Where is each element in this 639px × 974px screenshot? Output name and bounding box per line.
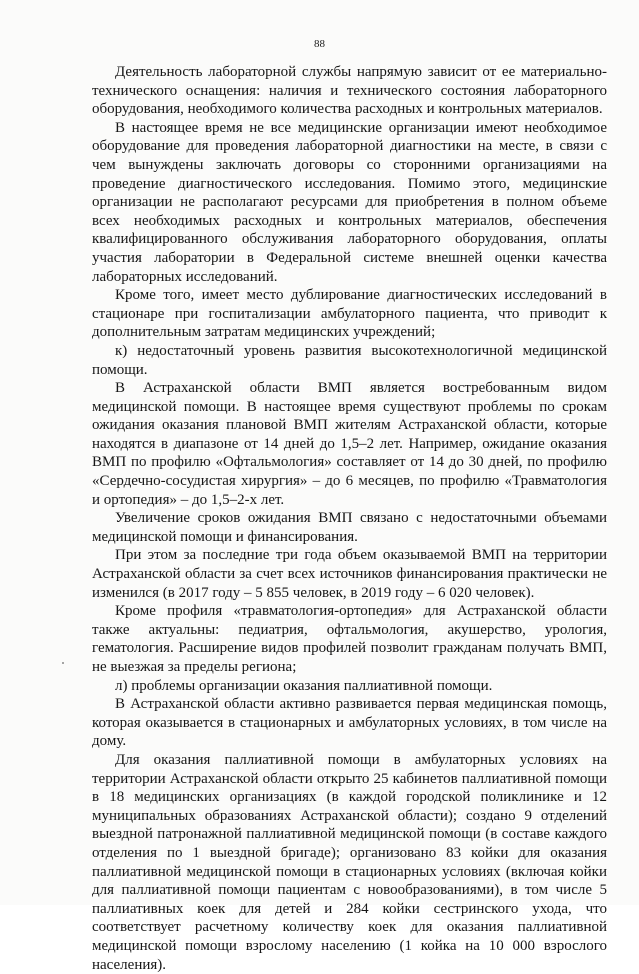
paragraph-first-aid: В Астраханской области активно развивается первая медицинская помощь, которая оказывается в стационарных и амбулаторных условиях, в том числе на дому. xyxy=(92,696,607,750)
paragraph-item-k: к) недостаточный уровень развития высокотехнологичной медицинской помощи. xyxy=(92,342,607,378)
paragraph-vmp-volume: При этом за последние три года объем оказываемой ВМП на территории Астраханской области за счет всех источников финансирования практически не изменился (в 2017 году – 5 855 человек, в 2019 году – 6 020 человек). xyxy=(92,547,607,601)
paragraph-lab-equipment: Деятельность лабораторной службы напрямую зависит от ее материально-технического оснащения: наличия и технического состояния лабораторного оборудования, необходимого количества расходных и контрольных материалов. xyxy=(92,64,607,118)
paragraph-palliative: Для оказания паллиативной помощи в амбулаторных условиях на территории Астраханской области открыто 25 кабинетов паллиативной помощи в 18 медицинских организациях (в каждой городской поликлинике и 12 муниципальных образованиях Астраханской области); создано 9 отделений выездной патронажной паллиативной медицинской помощи (в составе каждого отделения по 1 выездной бригаде); организовано 83 койки для оказания паллиативной медицинской помощи в стационарных условиях (включая койки для паллиативной помощи пациентам с новообразованиями), в том числе 5 паллиативных коек для детей и 284 койки сестринского ухода, что соответствует расчетному количеству коек для оказания паллиативной медицинской помощи взрослому населению (1 койка на 10 000 взрослого населения). xyxy=(92,751,607,973)
page-number: 88 xyxy=(314,38,325,50)
paragraph-vmp-profiles: Кроме профиля «травматология-ортопедия» для Астраханской области также актуальны: педиатрия, офтальмология, акушерство, урология, гематология. Расширение видов профилей позволит гражданам получать ВМП, не выезжая за пределы региона; xyxy=(92,603,607,675)
document-body xyxy=(92,63,607,974)
paragraph-vmp-increase: Увеличение сроков ожидания ВМП связано с недостаточными объемами медицинской помощи и финансирования. xyxy=(92,510,607,545)
paragraph-item-l: л) проблемы организации оказания паллиативной помощи. xyxy=(115,677,493,694)
scan-artifact-dot xyxy=(62,662,64,664)
paragraph-vmp-waiting: В Астраханской области ВМП является востребованным видом медицинской помощи. В настоящее время существуют проблемы по срокам ожидания оказания плановой ВМП жителям Астраханской области, которые находятся в диапазоне от 14 дней до 1,5–2 лет. Например, ожидание оказания ВМП по профилю «Офтальмология» составляет от 14 до 30 дней, по профилю «Сердечно-сосудистая хирургия» – до 6 месяцев, по профилю «Травматология и ортопедия» – до 1,5–2-х лет. xyxy=(92,380,607,508)
paragraph-lab-shortage: В настоящее время не все медицинские организации имеют необходимое оборудование для проведения лабораторной диагностики на месте, в связи с чем вынуждены заключать договоры со сторонними организациями на проведение диагностического исследования. Помимо этого, медицинские организации не располагают ресурсами для приобретения в полном объеме всех необходимых расходных и контрольных материалов, обеспечения квалифицированного обслуживания лабораторного оборудования, оплаты участия лаборатории в Федеральной системе внешней оценки качества лабораторных исследований. xyxy=(92,119,607,285)
paragraph-duplication: Кроме того, имеет место дублирование диагностических исследований в стационаре при госпитализации амбулаторного пациента, что приводит к дополнительным затратам медицинских учреждений; xyxy=(92,287,607,341)
